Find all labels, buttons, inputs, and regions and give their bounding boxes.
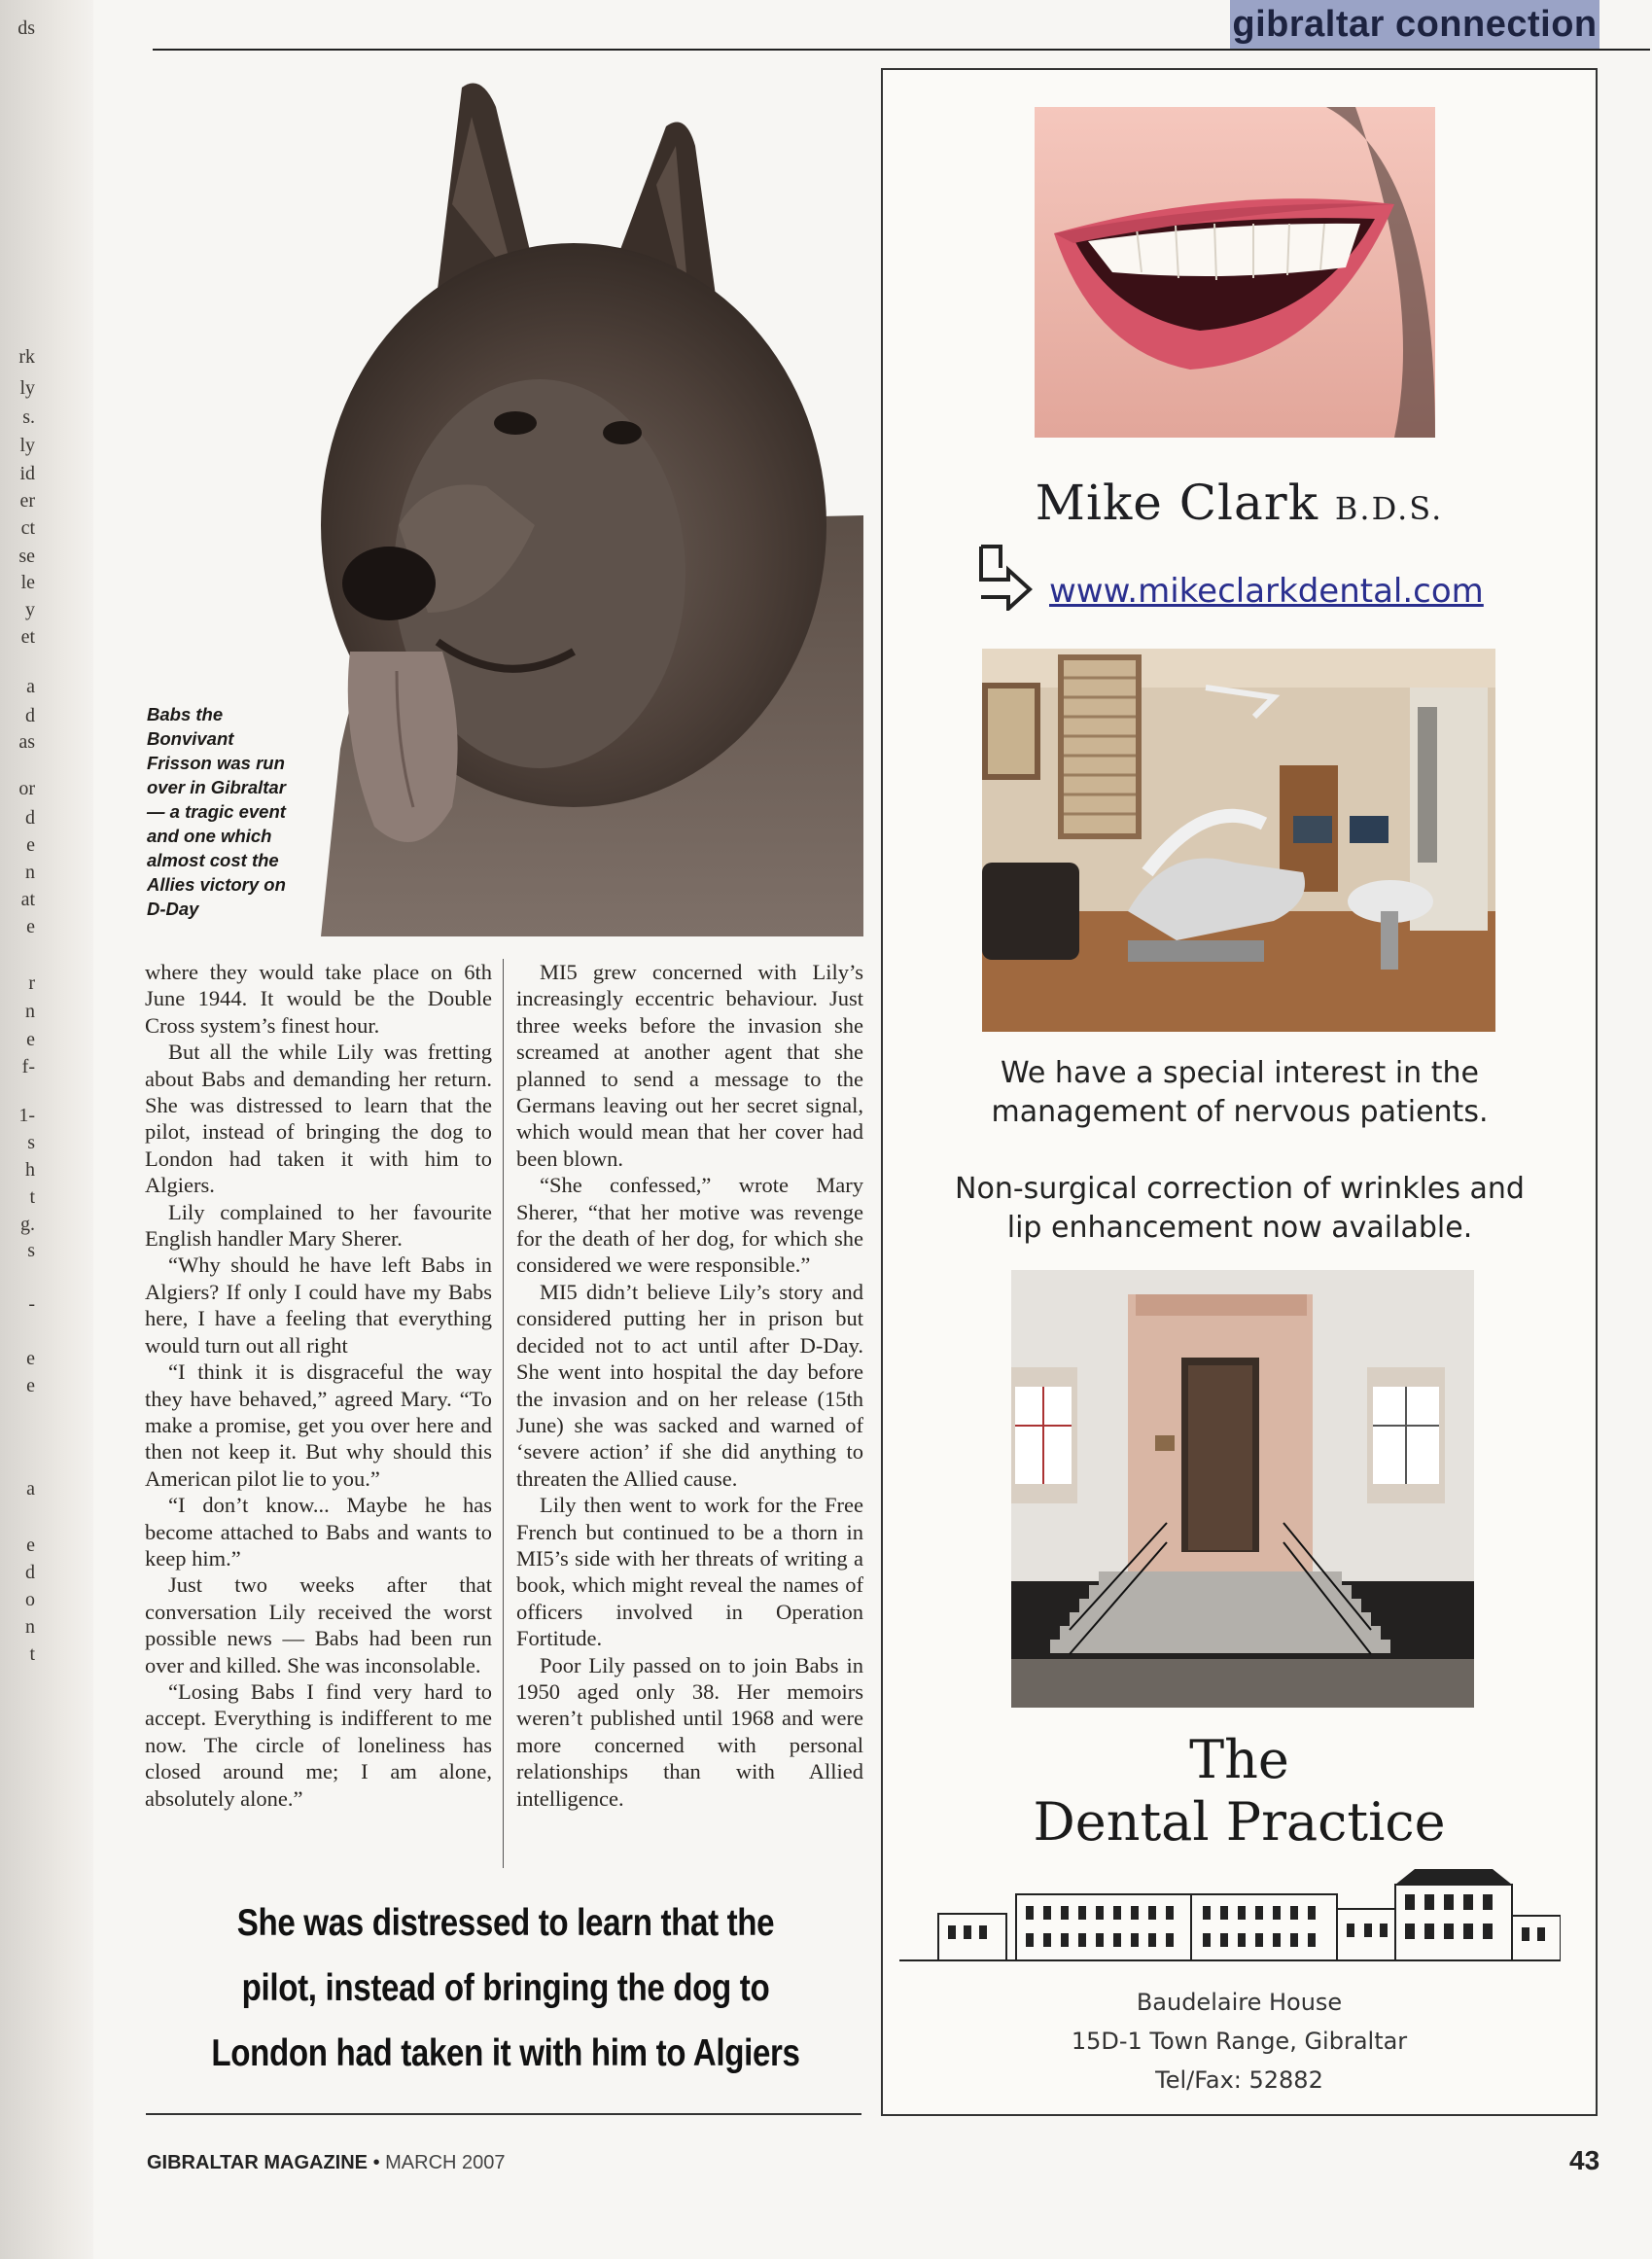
photo-caption: Babs the Bonvivant Frisson was run over in Gibraltar — a tragic event and one which almost cost the Allies victory on D-Day — [147, 704, 286, 919]
footer-magazine-name: GIBRALTAR MAGAZINE — [147, 2152, 369, 2173]
practice-address-street: 15D-1 Town Range, Gibraltar — [1071, 2028, 1408, 2055]
footer-separator: • — [368, 2152, 386, 2173]
gutter-fragment: e — [26, 1348, 35, 1369]
gutter-fragment: ly — [19, 377, 35, 399]
practice-address-building: Baudelaire House — [1136, 1989, 1343, 2016]
gutter-fragment: y — [25, 599, 35, 620]
article-paragraph: Just two weeks after that conversation Lily received the worst possible news — Babs had been run over and killed. She was inconsolable. — [145, 1572, 492, 1677]
gutter-fragment: g. — [20, 1214, 35, 1235]
article-paragraph: “Why should he have left Babs in Algiers? If only I could have my Babs here, I have a feeling that everything would turn out all right — [145, 1253, 492, 1358]
article-paragraph: “I think it is disgraceful the way they have behaved,” agreed Mary. “To make a promise, get you over here and then not keep it. But why should this American pilot lie to you.” — [145, 1359, 492, 1491]
gutter-fragment: d — [25, 807, 35, 829]
gutter-fragment: a — [26, 1478, 35, 1500]
gutter-fragment: e — [26, 834, 35, 856]
gutter-fragment: as — [18, 731, 35, 753]
section-tag: gibraltar connection — [1230, 0, 1599, 49]
dog-photo — [282, 68, 863, 936]
gutter-fragment: d — [25, 1562, 35, 1583]
gutter-fragment: n — [25, 862, 35, 883]
gutter-fragment: 1- — [18, 1105, 35, 1126]
advert-nervous-patients: We have a special interest in the management of nervous patients. — [991, 1056, 1489, 1129]
article-paragraph: “Losing Babs I find very hard to accept. Everything is indifferent to me now. The circle of loneliness has closed around me; I am alone, absolutely alone.” — [145, 1678, 492, 1811]
article-paragraph: MI5 grew concerned with Lily’s increasingly eccentric behaviour. Just three weeks before the invasion she screamed at another agent that she planned to send a message to the Germans leaving out her secret signal, which would mean that her cover had been blown. — [516, 960, 863, 1171]
gutter-fragment: s — [27, 1132, 35, 1153]
gutter-fragment: n — [25, 1001, 35, 1022]
smile-photo — [1035, 107, 1435, 438]
previous-page-gutter — [0, 0, 93, 2259]
gutter-fragment: ct — [20, 517, 35, 539]
gutter-fragment: at — [20, 889, 35, 910]
article-paragraph: “I don’t know... Maybe he has become attached to Babs and wants to keep him.” — [145, 1493, 492, 1571]
article-paragraph: MI5 didn’t believe Lily’s story and considered putting her in prison but decided not to act until after D-Day. She went into hospital the day before the invasion and on her release (15th June) she was sacked and warned of ‘severe action’ if she did anything to threaten the Allied cause. — [516, 1279, 863, 1491]
article-paragraph: “She confessed,” wrote Mary Sherer, “that her motive was revenge for the death of her dog, for which she considered we were responsible.” — [516, 1173, 863, 1278]
pull-quote: She was distressed to learn that the pilot, instead of bringing the dog to London had taken it with him to Algiers — [211, 1902, 800, 2074]
gutter-fragment: t — [29, 1186, 35, 1208]
gutter-fragment: s. — [22, 406, 35, 428]
dentist-name — [881, 475, 1598, 531]
article-column-right — [516, 959, 863, 1812]
practice-building-photo — [1011, 1270, 1474, 1708]
article-paragraph: But all the while Lily was fretting about Babs and demanding her return. She was distressed to learn that the pilot, instead of bringing the dog to London had taken it with him to Algiers. — [145, 1040, 492, 1198]
gutter-fragment: h — [25, 1159, 35, 1181]
gutter-fragment: le — [20, 572, 35, 593]
gutter-fragment: se — [18, 546, 35, 567]
column-divider — [503, 959, 504, 1868]
footer-date: MARCH 2007 — [385, 2152, 506, 2173]
article-paragraph: Lily then went to work for the Free French but continued to be a thorn in MI5’s side with her threats of writing a book, which might reveal the names of officers involved in Operation Fortitude. — [516, 1493, 863, 1651]
practice-name — [881, 1729, 1598, 1853]
article-column-left — [145, 959, 492, 1812]
gutter-fragment: s — [27, 1240, 35, 1261]
gutter-fragment: id — [19, 463, 35, 484]
page-number: 43 — [1569, 2145, 1600, 2175]
gutter-fragment: t — [29, 1643, 35, 1665]
gutter-fragment: ly — [19, 435, 35, 456]
dentist-qualification: B.D.S. — [1334, 490, 1444, 527]
gutter-fragment: d — [25, 705, 35, 726]
dentist-name-text: Mike Clark — [1035, 475, 1318, 531]
gutter-fragment: et — [20, 626, 35, 648]
article-paragraph: Lily complained to her favourite English handler Mary Sherer. — [145, 1199, 492, 1252]
gutter-fragment: o — [25, 1589, 35, 1610]
footer-magazine-info — [147, 2152, 506, 2174]
pointing-arrow-icon — [975, 541, 1034, 611]
practice-name-line1: The — [1189, 1729, 1289, 1790]
website-link[interactable]: www.mikeclarkdental.com — [1049, 572, 1484, 611]
clinic-interior-photo — [982, 649, 1495, 1032]
gutter-fragment: rk — [18, 346, 35, 368]
gutter-fragment: r — [28, 972, 35, 994]
gutter-fragment: a — [26, 676, 35, 697]
building-skyline-illustration — [899, 1855, 1561, 1972]
gutter-fragment: - — [28, 1293, 35, 1315]
practice-name-line2: Dental Practice — [1033, 1791, 1446, 1853]
gutter-fragment: or — [18, 778, 35, 799]
gutter-fragment: e — [26, 1535, 35, 1556]
footer-rule — [146, 2113, 861, 2115]
gutter-fragment: ds — [18, 18, 35, 39]
gutter-fragment: e — [26, 916, 35, 937]
gutter-fragment: e — [26, 1375, 35, 1396]
article-paragraph: Poor Lily passed on to join Babs in 1950 aged only 38. Her memoirs weren’t published until 1968 and were more concerned with personal relationships than with Allied intelligence. — [516, 1652, 863, 1811]
gutter-fragment: n — [25, 1616, 35, 1638]
article-paragraph: where they would take place on 6th June 1944. It would be the Double Cross system’s finest hour. — [145, 960, 492, 1038]
practice-telfax: Tel/Fax: 52882 — [1155, 2066, 1323, 2094]
gutter-fragment: f- — [21, 1056, 35, 1077]
gutter-fragment: er — [19, 490, 35, 512]
advert-cosmetic: Non-surgical correction of wrinkles and lip enhancement now available. — [955, 1172, 1525, 1245]
gutter-fragment: e — [26, 1029, 35, 1050]
header-rule — [153, 49, 1650, 51]
